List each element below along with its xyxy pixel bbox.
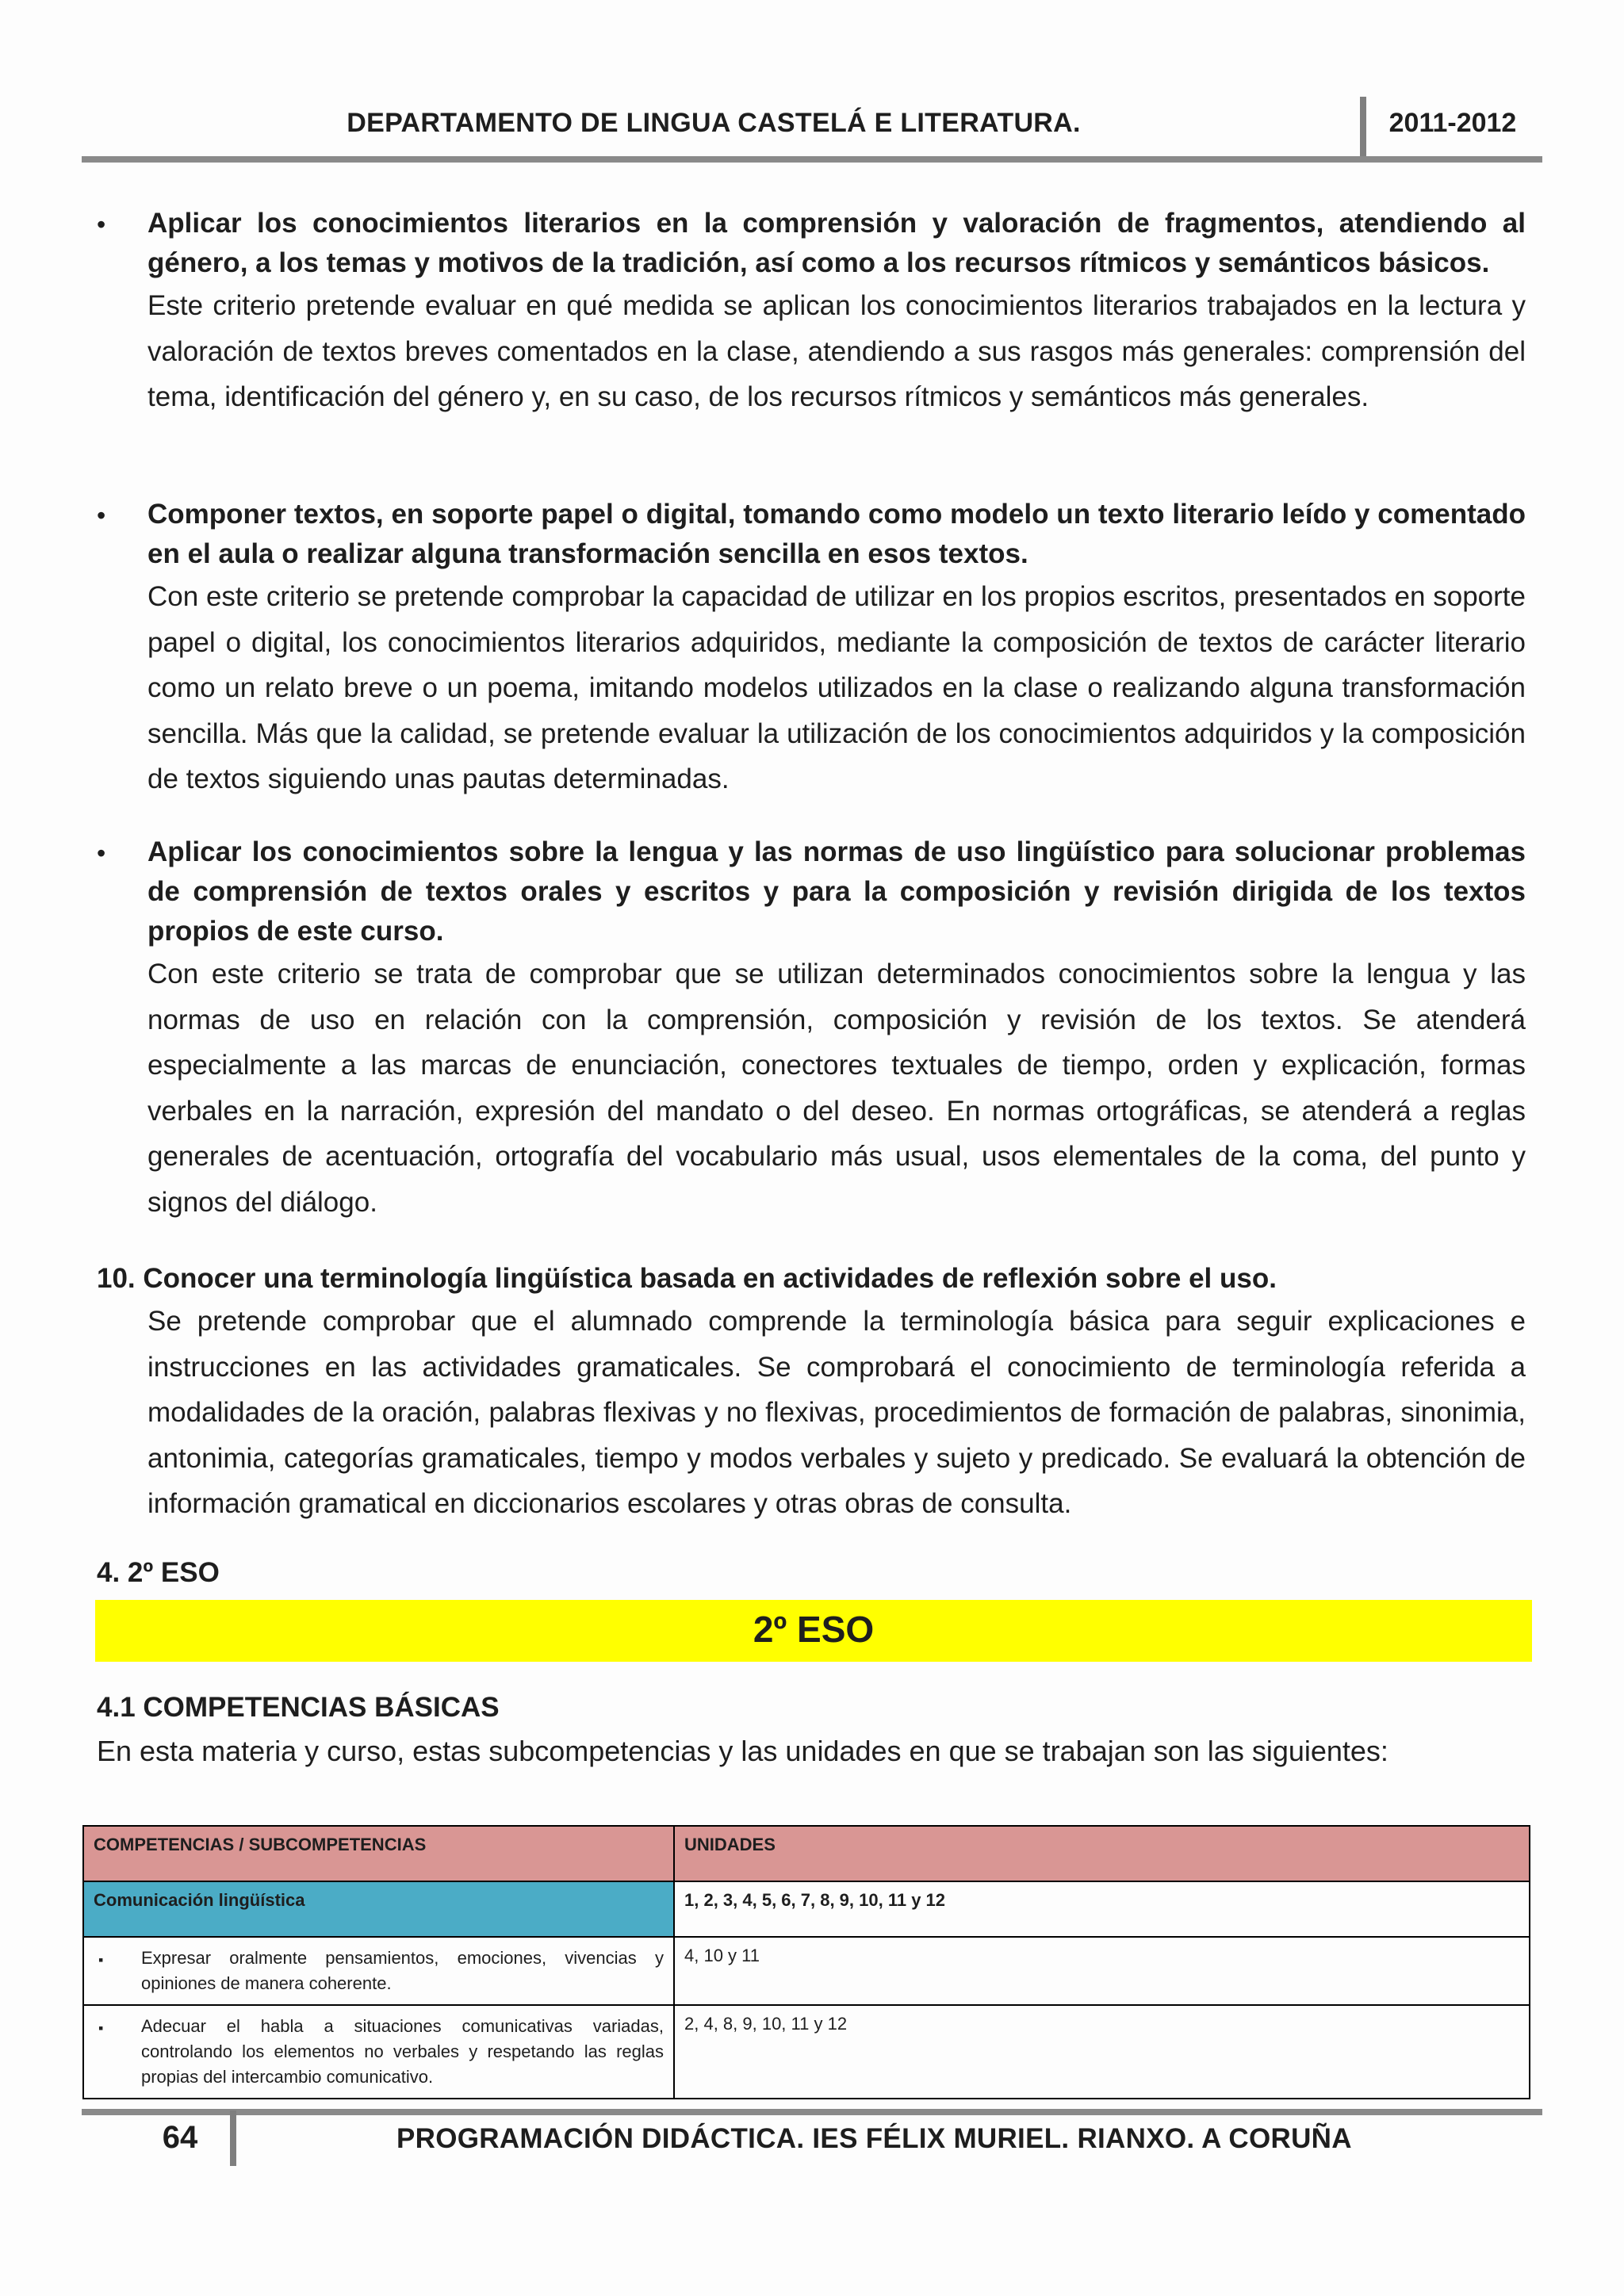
criterion-item <box>97 832 1526 1225</box>
footer-rule <box>82 2109 1542 2115</box>
page-header-title: DEPARTAMENTO DE LINGUA CASTELÁ E LITERATURA. <box>347 108 1081 138</box>
bullet-icon: • <box>97 501 106 530</box>
header-rule <box>82 156 1542 163</box>
square-bullet-icon: ▪ <box>98 1952 104 1968</box>
subcompetence-text: Expresar oralmente pensamientos, emociones, vivencias y opiniones de manera coherente. <box>141 1948 664 1993</box>
page-number: 64 <box>162 2120 198 2155</box>
subcompetence-cell <box>83 2005 674 2099</box>
header-cell-units: UNIDADES <box>674 1826 1530 1881</box>
course-banner-label: 2º ESO <box>753 1609 875 1650</box>
header-divider <box>1360 97 1366 160</box>
criterion-item <box>97 495 1526 802</box>
bullet-icon: • <box>97 210 106 239</box>
subsection-heading: 4.1 COMPETENCIAS BÁSICAS <box>97 1692 500 1723</box>
intro-paragraph: En esta materia y curso, estas subcompetencias y las unidades en que se trabajan son las siguientes: <box>97 1735 1388 1767</box>
table-row <box>83 2005 1530 2099</box>
criterion-title: Componer textos, en soporte papel o digital, tomando como modelo un texto literario leído y comentado en el aula o realizar alguna transformación sencilla en esos textos. <box>147 499 1526 569</box>
subcompetence-units: 2, 4, 8, 9, 10, 11 y 12 <box>674 2005 1530 2099</box>
criterion-description: Con este criterio se pretende comprobar la capacidad de utilizar en los propios escritos, presentados en soporte papel o digital, los conocimientos literarios adquiridos, mediante la composición de textos de carácter literario como un relato breve o un poema, imitando modelos utilizados en la clase o realizando alguna transformación sencilla. Más que la calidad, se pretende evaluar la utilización de los conocimientos adquiridos y la composición de textos siguiendo unas pautas determinadas. <box>147 581 1526 794</box>
competence-units: 1, 2, 3, 4, 5, 6, 7, 8, 9, 10, 11 y 12 <box>674 1881 1530 1937</box>
criterion-title: Aplicar los conocimientos literarios en la comprensión y valoración de fragmentos, atendiendo al género, a los temas y motivos de la tradición, así como a los recursos rítmicos y semánticos básicos. <box>147 208 1526 278</box>
criterion-description: Se pretende comprobar que el alumnado comprende la terminología básica para seguir explicaciones e instrucciones en las actividades gramaticales. Se comprobará el conocimiento de terminología referida a modalidades de la oración, palabras flexivas y no flexivas, procedimientos de formación de palabras, sinonimia, antonimia, categorías gramaticales, tiempo y modos verbales y sujeto y predicado. Se evaluará la obtención de información gramatical en diccionarios escolares y otras obras de consulta. <box>147 1306 1526 1519</box>
header-cell-competences: COMPETENCIAS / SUBCOMPETENCIAS <box>83 1826 674 1881</box>
page-header-year: 2011-2012 <box>1388 108 1517 138</box>
footer-divider <box>230 2110 236 2166</box>
subcompetence-units: 4, 10 y 11 <box>674 1937 1530 2005</box>
subcompetence-text: Adecuar el habla a situaciones comunicativas variadas, controlando los elementos no verbales y respetando las reglas propias del intercambio comunicativo. <box>141 2016 664 2087</box>
criterion-description: Este criterio pretende evaluar en qué medida se aplican los conocimientos literarios trabajados en la lectura y valoración de textos breves comentados en la clase, atendiendo a sus rasgos más generales: comprensión del tema, identificación del género y, en su caso, de los recursos rítmicos y semánticos más generales. <box>147 290 1526 412</box>
criterion-item <box>97 204 1526 420</box>
section-heading: 4. 2º ESO <box>97 1557 220 1588</box>
criterion-title: Aplicar los conocimientos sobre la lengua y las normas de uso lingüístico para solucionar problemas de comprensión de textos orales y escritos y para la composición y revisión dirigida de los textos propios de este curso. <box>147 836 1526 947</box>
table-row-competence <box>83 1881 1530 1937</box>
subcompetence-cell <box>83 1937 674 2005</box>
criterion-description: Con este criterio se trata de comprobar que se utilizan determinados conocimientos sobre la lengua y las normas de uso en relación con la comprensión, composición y revisión de los textos. Se atenderá especialmente a las marcas de enunciación, conectores textuales de tiempo, orden y explicación, formas verbales en la narración, expresión del mandato o del deseo. En normas ortográficas, se atenderá a reglas generales de acentuación, ortografía del vocabulario más usual, usos elementales de la coma, del punto y signos del diálogo. <box>147 959 1526 1218</box>
square-bullet-icon: ▪ <box>98 2020 104 2036</box>
criterion-title: 10. Conocer una terminología lingüística basada en actividades de reflexión sobre el uso. <box>97 1263 1277 1294</box>
competences-table <box>82 1825 1530 2099</box>
criterion-10 <box>97 1259 1526 1527</box>
table-header-row <box>83 1826 1530 1881</box>
bullet-icon: • <box>97 839 106 867</box>
footer-title: PROGRAMACIÓN DIDÁCTICA. IES FÉLIX MURIEL. RIANXO. A CORUÑA <box>396 2123 1352 2154</box>
table-row <box>83 1937 1530 2005</box>
competence-label: Comunicación lingüística <box>83 1881 674 1937</box>
course-banner <box>95 1600 1532 1662</box>
